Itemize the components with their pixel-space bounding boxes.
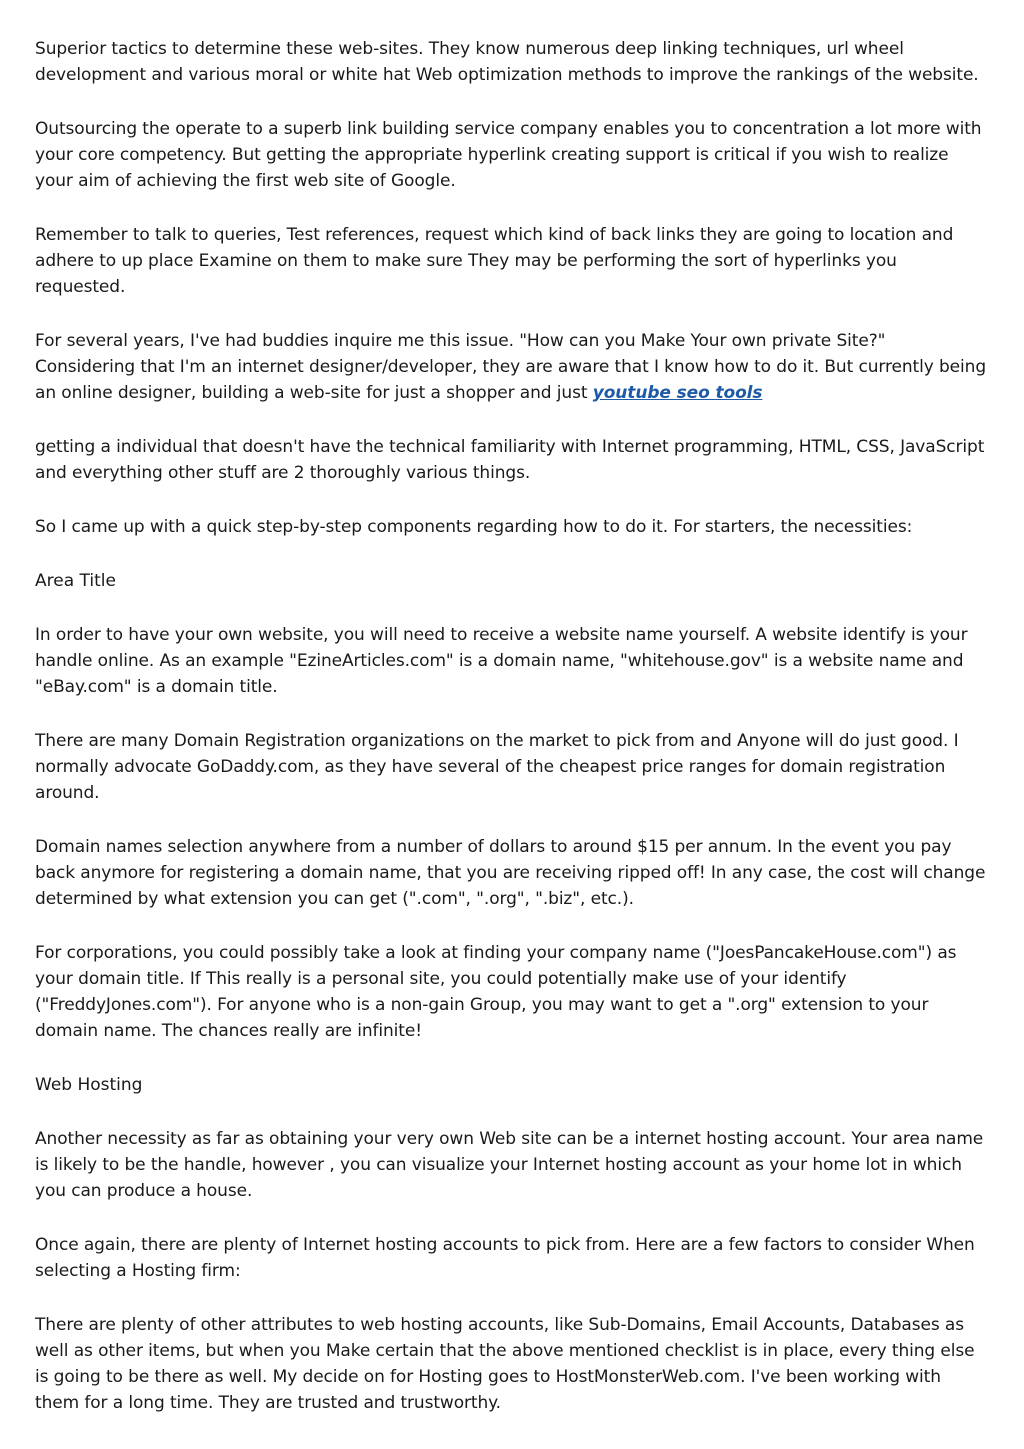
section-heading-web-hosting: Web Hosting [35,1075,143,1095]
paragraph-seo-tactics: Superior tactics to determine these web-sites. They know numerous deep linking techniques, url wheel development and various moral or white hat Web optimization methods to improve the rankings of the website. [35,39,979,85]
paragraph-outsourcing: Outsourcing the operate to a superb link building service company enables you to concentration a lot more with your core competency. But getting the appropriate hyperlink creating support is critical if you wish to realize your aim of achieving the first web site of Google. [35,119,982,191]
section-heading-area-title: Area Title [35,571,116,591]
paragraph-hosting-factors: Once again, there are plenty of Internet hosting accounts to pick from. Here are a few factors to consider When selecting a Hosting firm: [35,1235,975,1281]
paragraph-hosting-account: Another necessity as far as obtaining your very own Web site can be a internet hosting account. Your area name is likely to be the handle, however , you can visualize your Internet hosting account as your home lot in which you can produce a house. [35,1129,984,1201]
paragraph-hosting-attributes: There are plenty of other attributes to web hosting accounts, like Sub-Domains, Email Accounts, Databases as well as other items, but when you Make certain that the above mentioned checklist is in place, every thing else is going to be there as well. My decide on for Hosting goes to HostMonsterWeb.com. I've been working with them for a long time. They are trusted and trustworthy. [35,1315,975,1413]
paragraph-domain-registration: There are many Domain Registration organizations on the market to pick from and Anyone will do just good. I normally advocate GoDaddy.com, as they have several of the cheapest price ranges for domain registration around. [35,731,959,803]
paragraph-domain-cost: Domain names selection anywhere from a number of dollars to around $15 per annum. In the event you pay back anymore for registering a domain name, that you are receiving ripped off! In any case, the cost will change determined by what extension you can get (".com", ".org", ".biz", etc.). [35,837,986,909]
paragraph-step-by-step: So I came up with a quick step-by-step components regarding how to do it. For starters, the necessities: [35,517,913,537]
paragraph-make-site-text: For several years, I've had buddies inquire me this issue. "How can you Make Your own private Site?" Considering that I'm an internet designer/developer, they are aware that I know how to do it. But currently being an online designer, building a web-site for just a shopper and just [35,331,987,403]
paragraph-website-name: In order to have your own website, you will need to receive a website name yourself. A website identify is your handle online. As an example "EzineArticles.com" is a domain name, "whitehouse.gov" is a website name and "eBay.com" is a domain title. [35,625,968,697]
paragraph-technical-familiarity: getting a individual that doesn't have the technical familiarity with Internet programming, HTML, CSS, JavaScript and everything other stuff are 2 thoroughly various things. [35,437,985,483]
paragraph-corporations: For corporations, you could possibly take a look at finding your company name ("JoesPancakeHouse.com") as your domain title. If This really is a personal site, you could potentially make use of your identify ("FreddyJones.com"). For anyone who is a non-gain Group, you may want to get a ".org" extension to your domain name. The chances really are infinite! [35,943,957,1041]
paragraph-make-site [35,328,990,406]
youtube-seo-tools-link[interactable]: youtube seo tools [592,383,763,403]
paragraph-queries: Remember to talk to queries, Test references, request which kind of back links they are going to location and adhere to up place Examine on them to make sure They may be performing the sort of hyperlinks you requested. [35,225,954,297]
